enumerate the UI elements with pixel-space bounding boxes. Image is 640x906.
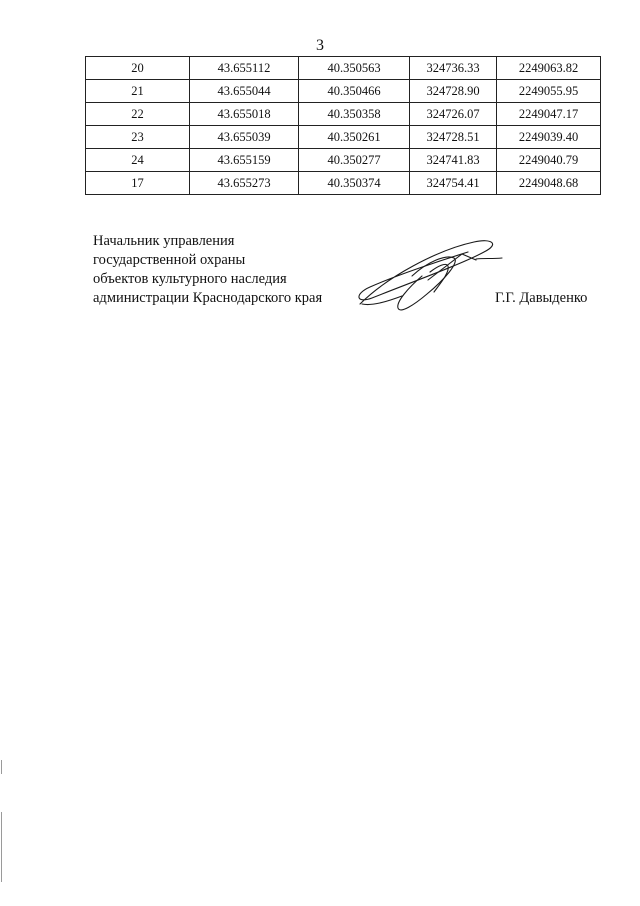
latitude-cell: 43.655273 [190,172,299,195]
y-coordinate-cell: 2249055.95 [497,80,601,103]
scan-edge-mark [1,760,2,774]
longitude-cell: 40.350358 [299,103,410,126]
y-coordinate-cell: 2249048.68 [497,172,601,195]
table-row [86,103,601,126]
x-coordinate-cell: 324741.83 [410,149,497,172]
latitude-cell: 43.655112 [190,57,299,80]
signatory-position-line: администрации Краснодарского края [93,290,323,306]
x-coordinate-cell: 324754.41 [410,172,497,195]
coordinates-table [85,56,601,195]
longitude-cell: 40.350261 [299,126,410,149]
longitude-cell: 40.350277 [299,149,410,172]
page-number: 3 [316,37,324,54]
longitude-cell: 40.350563 [299,57,410,80]
longitude-cell: 40.350374 [299,172,410,195]
signatory-position-line: Начальник управления [93,233,235,249]
handwritten-signature-icon [342,232,512,322]
table-row [86,149,601,172]
point-number-cell: 21 [86,80,190,103]
y-coordinate-cell: 2249039.40 [497,126,601,149]
point-number-cell: 24 [86,149,190,172]
signer-name: Г.Г. Давыденко [495,290,588,306]
x-coordinate-cell: 324728.90 [410,80,497,103]
point-number-cell: 22 [86,103,190,126]
table-row [86,57,601,80]
table-row [86,172,601,195]
longitude-cell: 40.350466 [299,80,410,103]
table-row [86,80,601,103]
point-number-cell: 23 [86,126,190,149]
y-coordinate-cell: 2249063.82 [497,57,601,80]
signatory-position-line: государственной охраны [93,252,246,268]
scan-edge-mark [1,812,2,882]
latitude-cell: 43.655044 [190,80,299,103]
y-coordinate-cell: 2249040.79 [497,149,601,172]
latitude-cell: 43.655159 [190,149,299,172]
table-row [86,126,601,149]
point-number-cell: 17 [86,172,190,195]
x-coordinate-cell: 324736.33 [410,57,497,80]
latitude-cell: 43.655018 [190,103,299,126]
x-coordinate-cell: 324726.07 [410,103,497,126]
y-coordinate-cell: 2249047.17 [497,103,601,126]
signatory-position [93,232,322,308]
latitude-cell: 43.655039 [190,126,299,149]
signatory-position-line: объектов культурного наследия [93,271,287,287]
point-number-cell: 20 [86,57,190,80]
x-coordinate-cell: 324728.51 [410,126,497,149]
